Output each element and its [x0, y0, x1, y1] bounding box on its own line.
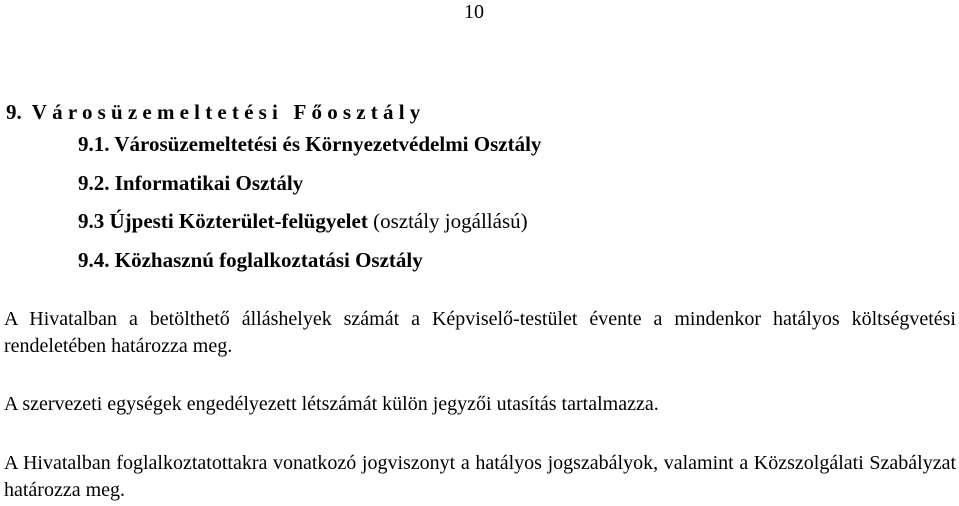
section-title: Városüzemeltetési Főosztály — [31, 100, 426, 124]
paragraph-headcount: A szervezeti egységek engedélyezett létszámát külön jegyzői utasítás tartalmazza. — [4, 393, 659, 415]
subsection-9-2 — [78, 171, 303, 195]
section-heading — [6, 100, 425, 124]
subsection-9-1 — [78, 132, 541, 156]
paragraph-employment: A Hivatalban foglalkoztatottakra vonatkozó jogviszonyt a hatályos jogszabályok, valamint a Közszolgálati Szabályzat határozza meg. — [4, 452, 956, 501]
subsection-note: (osztály jogállású) — [373, 209, 528, 233]
subsection-label: 9.2. Informatikai Osztály — [78, 171, 304, 195]
paragraph-staff-positions: A Hivatalban a betölthető álláshelyek számát a Képviselő-testület évente a mindenkor hatályos költségvetési rendeletében határozza meg. — [4, 308, 956, 357]
subsection-9-3 — [78, 209, 528, 233]
subsection-label: 9.4. Közhasznú foglalkoztatási Osztály — [78, 248, 423, 272]
subsection-label: 9.3 Újpesti Közterület-felügyelet — [78, 209, 368, 233]
subsection-9-4 — [78, 248, 423, 272]
subsection-label: 9.1. Városüzemeltetési és Környezetvédelmi Osztály — [78, 132, 542, 156]
page-number: 10 — [464, 1, 484, 23]
section-number: 9. — [6, 100, 22, 124]
